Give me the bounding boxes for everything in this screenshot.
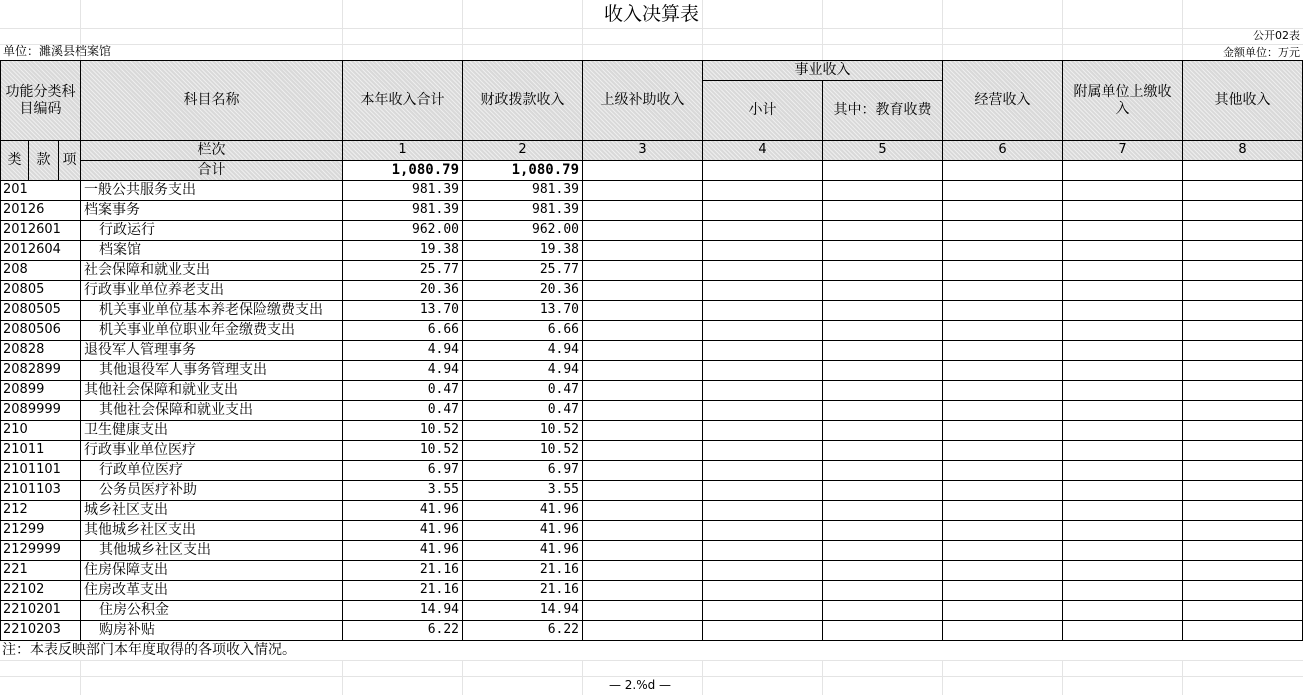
row-code: 221 <box>0 560 81 581</box>
row-fiscal: 10.52 <box>462 440 583 461</box>
row-subject-name: 其他社会保障和就业支出 <box>80 400 343 421</box>
row-fiscal: 14.94 <box>462 600 583 621</box>
row-empty-cell <box>1062 400 1183 421</box>
row-code: 2012604 <box>0 240 81 261</box>
row-total: 19.38 <box>342 240 463 261</box>
header-kuan: 款 <box>28 140 59 181</box>
row-empty-cell <box>942 460 1063 481</box>
row-subject-name: 行政事业单位医疗 <box>80 440 343 461</box>
row-total: 14.94 <box>342 600 463 621</box>
grid-line <box>80 660 81 695</box>
row-empty-cell <box>1062 180 1183 201</box>
row-empty-cell <box>822 480 943 501</box>
row-fiscal: 981.39 <box>462 180 583 201</box>
row-empty-cell <box>1062 360 1183 381</box>
row-total: 0.47 <box>342 380 463 401</box>
row-empty-cell <box>942 600 1063 621</box>
row-subject-name: 其他退役军人事务管理支出 <box>80 360 343 381</box>
row-empty-cell <box>582 320 703 341</box>
row-total: 13.70 <box>342 300 463 321</box>
column-number: 2 <box>462 140 583 161</box>
row-empty-cell <box>1182 540 1303 561</box>
row-fiscal: 19.38 <box>462 240 583 261</box>
row-code: 2101101 <box>0 460 81 481</box>
header-superior: 上级补助收入 <box>582 60 703 141</box>
header-lei: 类 <box>0 140 29 181</box>
row-fiscal: 13.70 <box>462 300 583 321</box>
row-empty-cell <box>822 560 943 581</box>
row-empty-cell <box>702 400 823 421</box>
row-empty-cell <box>582 520 703 541</box>
row-empty-cell <box>942 200 1063 221</box>
row-empty-cell <box>822 520 943 541</box>
row-fiscal: 10.52 <box>462 420 583 441</box>
total-row-cell <box>582 160 703 181</box>
grid-line <box>0 660 1303 661</box>
row-total: 20.36 <box>342 280 463 301</box>
row-empty-cell <box>1182 240 1303 261</box>
row-empty-cell <box>1062 620 1183 641</box>
row-total: 21.16 <box>342 580 463 601</box>
row-empty-cell <box>822 540 943 561</box>
column-number: 6 <box>942 140 1063 161</box>
row-code: 2129999 <box>0 540 81 561</box>
total-row-cell <box>1182 160 1303 181</box>
row-code: 21299 <box>0 520 81 541</box>
row-subject-name: 购房补贴 <box>80 620 343 641</box>
row-empty-cell <box>1062 440 1183 461</box>
row-empty-cell <box>582 360 703 381</box>
row-fiscal: 6.97 <box>462 460 583 481</box>
row-empty-cell <box>582 400 703 421</box>
row-empty-cell <box>822 400 943 421</box>
row-fiscal: 4.94 <box>462 340 583 361</box>
row-empty-cell <box>702 300 823 321</box>
row-code: 201 <box>0 180 81 201</box>
row-total: 6.97 <box>342 460 463 481</box>
total-row-cell <box>822 160 943 181</box>
row-empty-cell <box>702 220 823 241</box>
row-subject-name: 其他城乡社区支出 <box>80 520 343 541</box>
grid-line <box>462 660 463 695</box>
row-empty-cell <box>1182 520 1303 541</box>
row-empty-cell <box>942 580 1063 601</box>
row-empty-cell <box>702 560 823 581</box>
row-empty-cell <box>702 580 823 601</box>
row-empty-cell <box>1062 420 1183 441</box>
row-empty-cell <box>942 440 1063 461</box>
row-empty-cell <box>1182 260 1303 281</box>
column-number: 3 <box>582 140 703 161</box>
row-empty-cell <box>822 580 943 601</box>
row-empty-cell <box>582 220 703 241</box>
row-empty-cell <box>942 340 1063 361</box>
header-column-no: 栏次 <box>80 140 343 161</box>
column-number: 4 <box>702 140 823 161</box>
grid-line <box>342 660 343 695</box>
row-empty-cell <box>702 440 823 461</box>
row-code: 2082899 <box>0 360 81 381</box>
row-empty-cell <box>822 460 943 481</box>
row-empty-cell <box>702 260 823 281</box>
row-fiscal: 4.94 <box>462 360 583 381</box>
header-subject-name: 科目名称 <box>80 60 343 141</box>
row-empty-cell <box>1182 500 1303 521</box>
row-code: 2012601 <box>0 220 81 241</box>
row-code: 20828 <box>0 340 81 361</box>
row-subject-name: 机关事业单位职业年金缴费支出 <box>80 320 343 341</box>
row-fiscal: 25.77 <box>462 260 583 281</box>
row-empty-cell <box>1062 520 1183 541</box>
row-empty-cell <box>822 180 943 201</box>
row-empty-cell <box>942 420 1063 441</box>
row-empty-cell <box>702 620 823 641</box>
row-subject-name: 退役军人管理事务 <box>80 340 343 361</box>
total-row-cell <box>702 160 823 181</box>
row-empty-cell <box>1062 540 1183 561</box>
row-code: 2101103 <box>0 480 81 501</box>
row-subject-name: 社会保障和就业支出 <box>80 260 343 281</box>
header-total: 本年收入合计 <box>342 60 463 141</box>
row-fiscal: 41.96 <box>462 500 583 521</box>
row-empty-cell <box>582 480 703 501</box>
grid-line <box>1062 660 1063 695</box>
row-subject-name: 档案事务 <box>80 200 343 221</box>
row-subject-name: 行政事业单位养老支出 <box>80 280 343 301</box>
row-total: 41.96 <box>342 540 463 561</box>
row-subject-name: 住房公积金 <box>80 600 343 621</box>
row-empty-cell <box>1062 320 1183 341</box>
row-subject-name: 其他社会保障和就业支出 <box>80 380 343 401</box>
header-other: 其他收入 <box>1182 60 1303 141</box>
row-fiscal: 41.96 <box>462 520 583 541</box>
row-empty-cell <box>822 240 943 261</box>
row-subject-name: 一般公共服务支出 <box>80 180 343 201</box>
row-empty-cell <box>942 240 1063 261</box>
row-empty-cell <box>702 340 823 361</box>
row-empty-cell <box>1062 340 1183 361</box>
row-empty-cell <box>822 300 943 321</box>
row-empty-cell <box>1182 480 1303 501</box>
row-total: 10.52 <box>342 440 463 461</box>
table-title: 收入决算表 <box>603 3 699 26</box>
row-empty-cell <box>1062 200 1183 221</box>
row-empty-cell <box>1182 620 1303 641</box>
row-empty-cell <box>1062 380 1183 401</box>
row-code: 212 <box>0 500 81 521</box>
row-empty-cell <box>822 340 943 361</box>
row-code: 2080506 <box>0 320 81 341</box>
row-empty-cell <box>1062 240 1183 261</box>
row-empty-cell <box>942 280 1063 301</box>
row-empty-cell <box>1182 580 1303 601</box>
row-empty-cell <box>582 540 703 561</box>
header-operating: 经营收入 <box>942 60 1063 141</box>
row-empty-cell <box>582 200 703 221</box>
row-code: 2210203 <box>0 620 81 641</box>
row-empty-cell <box>1062 580 1183 601</box>
row-empty-cell <box>822 320 943 341</box>
row-empty-cell <box>702 420 823 441</box>
row-empty-cell <box>582 280 703 301</box>
row-empty-cell <box>822 440 943 461</box>
page-footer: — 2.%d — <box>608 678 672 693</box>
row-empty-cell <box>1182 340 1303 361</box>
total-row-label: 合计 <box>80 160 343 181</box>
row-empty-cell <box>702 540 823 561</box>
row-empty-cell <box>1062 600 1183 621</box>
row-empty-cell <box>942 320 1063 341</box>
row-empty-cell <box>942 400 1063 421</box>
row-total: 3.55 <box>342 480 463 501</box>
header-fiscal: 财政拨款收入 <box>462 60 583 141</box>
row-fiscal: 962.00 <box>462 220 583 241</box>
row-empty-cell <box>1182 600 1303 621</box>
row-total: 981.39 <box>342 200 463 221</box>
total-row-cell <box>942 160 1063 181</box>
row-empty-cell <box>822 620 943 641</box>
row-empty-cell <box>942 380 1063 401</box>
row-empty-cell <box>822 380 943 401</box>
row-empty-cell <box>1062 260 1183 281</box>
header-business: 事业收入 <box>702 60 943 81</box>
row-total: 10.52 <box>342 420 463 441</box>
grid-line <box>822 660 823 695</box>
row-empty-cell <box>1182 380 1303 401</box>
row-empty-cell <box>582 500 703 521</box>
row-empty-cell <box>822 420 943 441</box>
row-total: 962.00 <box>342 220 463 241</box>
total-row-fiscal: 1,080.79 <box>462 160 583 181</box>
row-empty-cell <box>702 460 823 481</box>
header-education: 其中：教育收费 <box>822 80 943 141</box>
total-row-total: 1,080.79 <box>342 160 463 181</box>
row-empty-cell <box>702 280 823 301</box>
row-empty-cell <box>582 600 703 621</box>
row-fiscal: 21.16 <box>462 580 583 601</box>
row-total: 6.22 <box>342 620 463 641</box>
row-fiscal: 6.66 <box>462 320 583 341</box>
row-empty-cell <box>702 240 823 261</box>
row-empty-cell <box>1182 440 1303 461</box>
row-fiscal: 0.47 <box>462 400 583 421</box>
header-affiliated: 附属单位上缴收入 <box>1062 60 1183 141</box>
row-fiscal: 6.22 <box>462 620 583 641</box>
form-number: 公开02表 <box>1253 29 1300 42</box>
row-total: 41.96 <box>342 520 463 541</box>
row-empty-cell <box>822 260 943 281</box>
row-subject-name: 公务员医疗补助 <box>80 480 343 501</box>
table-note: 注：本表反映部门本年度取得的各项收入情况。 <box>2 642 296 659</box>
row-empty-cell <box>582 440 703 461</box>
header-xiang: 项 <box>58 140 81 181</box>
row-empty-cell <box>942 220 1063 241</box>
row-empty-cell <box>822 200 943 221</box>
row-total: 4.94 <box>342 340 463 361</box>
row-empty-cell <box>1062 560 1183 581</box>
row-empty-cell <box>822 360 943 381</box>
row-empty-cell <box>822 600 943 621</box>
row-empty-cell <box>1182 320 1303 341</box>
row-empty-cell <box>582 620 703 641</box>
row-empty-cell <box>582 560 703 581</box>
row-total: 0.47 <box>342 400 463 421</box>
row-empty-cell <box>1062 460 1183 481</box>
row-fiscal: 21.16 <box>462 560 583 581</box>
row-empty-cell <box>942 500 1063 521</box>
row-empty-cell <box>702 320 823 341</box>
row-empty-cell <box>942 560 1063 581</box>
row-empty-cell <box>942 360 1063 381</box>
row-subject-name: 其他城乡社区支出 <box>80 540 343 561</box>
row-code: 2089999 <box>0 400 81 421</box>
grid-line <box>1182 660 1183 695</box>
grid-line <box>942 660 943 695</box>
row-empty-cell <box>942 260 1063 281</box>
row-subject-name: 住房保障支出 <box>80 560 343 581</box>
row-code: 20899 <box>0 380 81 401</box>
row-empty-cell <box>582 260 703 281</box>
row-empty-cell <box>942 300 1063 321</box>
row-code: 210 <box>0 420 81 441</box>
row-empty-cell <box>582 180 703 201</box>
row-empty-cell <box>942 520 1063 541</box>
row-empty-cell <box>822 220 943 241</box>
row-fiscal: 981.39 <box>462 200 583 221</box>
row-empty-cell <box>1182 360 1303 381</box>
row-code: 208 <box>0 260 81 281</box>
row-empty-cell <box>942 180 1063 201</box>
header-func-code: 功能分类科目编码 <box>0 60 81 141</box>
row-code: 20805 <box>0 280 81 301</box>
row-empty-cell <box>1182 220 1303 241</box>
row-empty-cell <box>702 520 823 541</box>
column-number: 5 <box>822 140 943 161</box>
row-empty-cell <box>702 480 823 501</box>
amount-unit: 金额单位：万元 <box>1223 46 1300 59</box>
row-empty-cell <box>582 420 703 441</box>
column-number: 7 <box>1062 140 1183 161</box>
row-empty-cell <box>942 620 1063 641</box>
row-code: 21011 <box>0 440 81 461</box>
row-code: 22102 <box>0 580 81 601</box>
row-empty-cell <box>1062 500 1183 521</box>
row-empty-cell <box>1182 200 1303 221</box>
row-empty-cell <box>582 580 703 601</box>
row-empty-cell <box>822 280 943 301</box>
row-empty-cell <box>702 180 823 201</box>
row-fiscal: 0.47 <box>462 380 583 401</box>
row-empty-cell <box>582 460 703 481</box>
row-empty-cell <box>702 600 823 621</box>
row-empty-cell <box>1182 300 1303 321</box>
row-total: 21.16 <box>342 560 463 581</box>
row-subject-name: 档案馆 <box>80 240 343 261</box>
row-empty-cell <box>942 540 1063 561</box>
header-subtotal: 小计 <box>702 80 823 141</box>
grid-line <box>0 676 1303 677</box>
row-subject-name: 城乡社区支出 <box>80 500 343 521</box>
row-fiscal: 41.96 <box>462 540 583 561</box>
row-subject-name: 卫生健康支出 <box>80 420 343 441</box>
total-row-cell <box>1062 160 1183 181</box>
row-empty-cell <box>942 480 1063 501</box>
row-empty-cell <box>582 340 703 361</box>
row-empty-cell <box>1182 400 1303 421</box>
row-code: 2210201 <box>0 600 81 621</box>
row-total: 25.77 <box>342 260 463 281</box>
row-fiscal: 3.55 <box>462 480 583 501</box>
row-fiscal: 20.36 <box>462 280 583 301</box>
row-empty-cell <box>702 200 823 221</box>
row-empty-cell <box>1062 300 1183 321</box>
row-empty-cell <box>1182 280 1303 301</box>
row-code: 2080505 <box>0 300 81 321</box>
row-total: 4.94 <box>342 360 463 381</box>
row-empty-cell <box>1182 560 1303 581</box>
row-empty-cell <box>1182 460 1303 481</box>
row-empty-cell <box>582 300 703 321</box>
row-total: 41.96 <box>342 500 463 521</box>
row-subject-name: 住房改革支出 <box>80 580 343 601</box>
row-subject-name: 行政单位医疗 <box>80 460 343 481</box>
row-empty-cell <box>822 500 943 521</box>
row-empty-cell <box>1182 180 1303 201</box>
row-empty-cell <box>1062 220 1183 241</box>
row-empty-cell <box>582 380 703 401</box>
row-total: 6.66 <box>342 320 463 341</box>
unit-label: 单位：濉溪县档案馆 <box>3 44 112 58</box>
row-subject-name: 机关事业单位基本养老保险缴费支出 <box>80 300 343 321</box>
row-empty-cell <box>582 240 703 261</box>
row-code: 20126 <box>0 200 81 221</box>
row-empty-cell <box>1182 420 1303 441</box>
row-empty-cell <box>1062 480 1183 501</box>
row-total: 981.39 <box>342 180 463 201</box>
row-empty-cell <box>702 360 823 381</box>
row-subject-name: 行政运行 <box>80 220 343 241</box>
row-empty-cell <box>702 380 823 401</box>
column-number: 8 <box>1182 140 1303 161</box>
row-empty-cell <box>1062 280 1183 301</box>
column-number: 1 <box>342 140 463 161</box>
row-empty-cell <box>702 500 823 521</box>
